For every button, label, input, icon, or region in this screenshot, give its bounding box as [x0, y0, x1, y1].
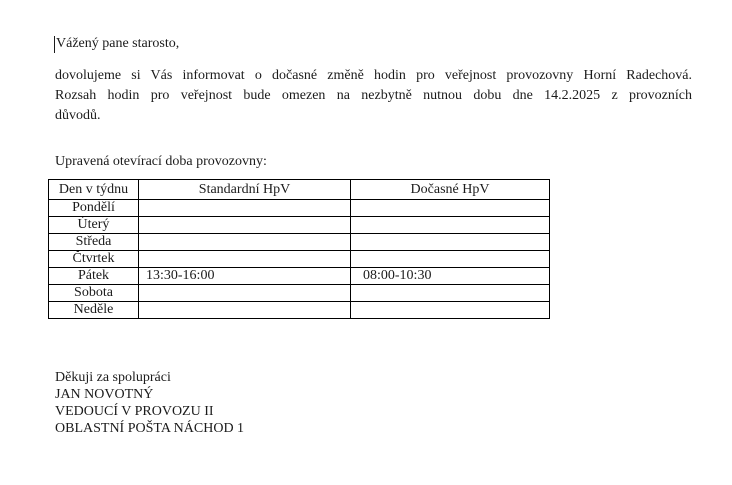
standard-hours-cell [139, 251, 351, 268]
temporary-hours-cell: 08:00-10:30 [351, 268, 550, 285]
table-row [49, 234, 550, 251]
day-cell: Sobota [49, 285, 139, 302]
table-row [49, 302, 550, 319]
paragraph-line: dovolujeme si Vás informovat o dočasné změně hodin pro veřejnost provozovny Horní Radechová. [55, 68, 692, 83]
day-cell: Středa [49, 234, 139, 251]
paragraph-line: důvodů. [55, 108, 101, 123]
table-row [49, 268, 550, 285]
day-cell: Úterý [49, 217, 139, 234]
table-header-row [49, 180, 550, 200]
standard-hours-cell: 13:30-16:00 [139, 268, 351, 285]
standard-hours-cell [139, 285, 351, 302]
table-row [49, 217, 550, 234]
text-caret [54, 36, 55, 53]
opening-hours-table [48, 179, 550, 319]
paragraph-line: Rozsah hodin pro veřejnost bude omezen na nezbytně nutnou dobu dne 14.2.2025 z provozních [55, 88, 692, 103]
table-intro: Upravená otevírací doba provozovny: [55, 154, 267, 169]
table-row [49, 200, 550, 217]
temporary-hours-cell [351, 217, 550, 234]
signature-name: JAN NOVOTNÝ [55, 387, 154, 402]
signature-title: VEDOUCÍ V PROVOZU II [55, 404, 214, 419]
table-row [49, 285, 550, 302]
day-cell: Neděle [49, 302, 139, 319]
closing-line: Děkuji za spolupráci [55, 370, 171, 385]
salutation: Vážený pane starosto, [56, 36, 180, 51]
signature-block [55, 369, 244, 437]
header-temporary-hpv: Dočasné HpV [351, 180, 550, 200]
temporary-hours-cell [351, 302, 550, 319]
table-row [49, 251, 550, 268]
day-cell: Pondělí [49, 200, 139, 217]
temporary-hours-cell [351, 200, 550, 217]
day-cell: Pátek [49, 268, 139, 285]
temporary-hours-cell [351, 251, 550, 268]
signature-office: OBLASTNÍ POŠTA NÁCHOD 1 [55, 421, 245, 436]
header-standard-hpv: Standardní HpV [139, 180, 351, 200]
standard-hours-cell [139, 200, 351, 217]
standard-hours-cell [139, 302, 351, 319]
standard-hours-cell [139, 217, 351, 234]
standard-hours-cell [139, 234, 351, 251]
temporary-hours-cell [351, 285, 550, 302]
day-cell: Čtvrtek [49, 251, 139, 268]
body-paragraph [55, 66, 692, 126]
header-day: Den v týdnu [49, 180, 139, 200]
temporary-hours-cell [351, 234, 550, 251]
